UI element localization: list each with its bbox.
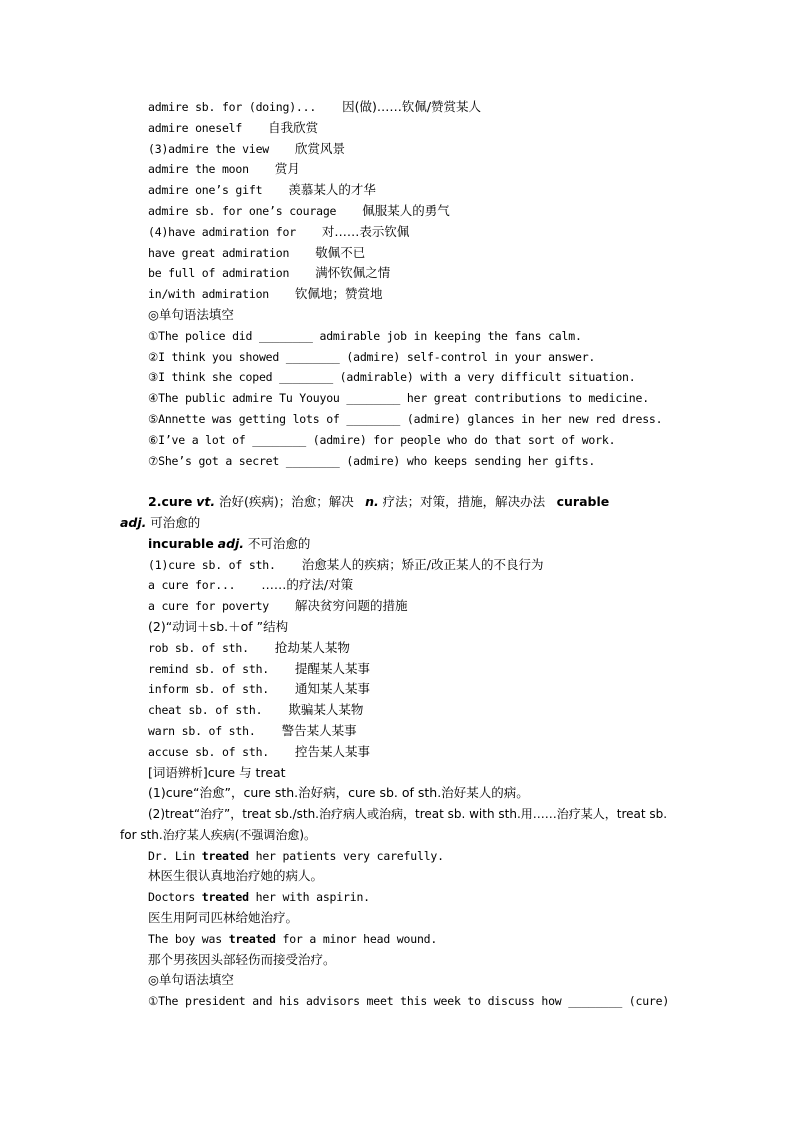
- entry-word: cure: [161, 494, 193, 510]
- spacer: [120, 471, 680, 492]
- phrase-zh: 自我欣赏: [268, 119, 319, 135]
- structure-title: (2)“动词＋sb.＋of ”结构: [148, 618, 289, 634]
- exercise-item: ④The public admire Tu Youyou ________ her great contributions to medicine.: [148, 391, 649, 406]
- phrase-en: cheat sb. of sth.: [148, 703, 263, 718]
- example-keyword: treated: [201, 890, 249, 905]
- phrase-row: [120, 284, 680, 305]
- phrase-row: [120, 243, 680, 264]
- entry-pos-vt: vt.: [196, 494, 216, 510]
- distinction-title: [词语辨析]cure 与 treat: [148, 764, 286, 780]
- phrase-zh: 通知某人某事: [295, 681, 371, 697]
- entry-meaning-n: 疗法；对策，措施，解决办法: [382, 494, 546, 510]
- entry-meaning-adj: 可治愈的: [150, 514, 201, 530]
- phrase-zh: 羡慕某人的才华: [288, 182, 376, 198]
- phrase-en: (4)have admiration for: [148, 224, 296, 239]
- phrase-en: in/with admiration: [148, 287, 270, 302]
- phrase-row: [120, 638, 680, 659]
- entry-related: curable: [556, 494, 610, 510]
- phrase-row: [120, 159, 680, 180]
- phrase-en: (1)cure sb. of sth.: [148, 557, 276, 572]
- phrase-en: rob sb. of sth.: [148, 640, 249, 655]
- entry-meaning-vt: 治好(疾病)；治愈；解决: [218, 494, 354, 510]
- phrase-zh: 对……表示钦佩: [321, 223, 410, 239]
- distinction-cure: (1)cure“治愈”，cure sth.治好病，cure sb. of sth.治好某人的病。: [148, 785, 529, 801]
- phrase-zh: 满怀钦佩之情: [315, 265, 391, 281]
- phrase-en: accuse sb. of sth.: [148, 744, 270, 759]
- phrase-row: [120, 201, 680, 222]
- phrase-row: [120, 700, 680, 721]
- phrase-en: have great admiration: [148, 245, 290, 260]
- phrase-row: [120, 575, 680, 596]
- example-text: Dr. Lin: [148, 848, 202, 863]
- neg-word: incurable: [148, 535, 214, 551]
- example-keyword: treated: [201, 848, 249, 863]
- example-text: her with aspirin.: [248, 890, 370, 905]
- phrase-row: [120, 118, 680, 139]
- phrase-row: [120, 139, 680, 160]
- phrase-row: [120, 97, 680, 118]
- section-title: ◎单句语法填空: [148, 972, 234, 988]
- phrase-zh: ……的疗法/对策: [261, 577, 354, 593]
- phrase-zh: 敬佩不已: [315, 244, 366, 260]
- phrase-en: admire sb. for one’s courage: [148, 203, 337, 218]
- phrase-row: [120, 555, 680, 576]
- phrase-zh: 抢劫某人某物: [274, 639, 350, 655]
- phrase-row: [120, 596, 680, 617]
- phrase-row: [120, 721, 680, 742]
- phrase-zh: 治愈某人的疾病；矫正/改正某人的不良行为: [301, 556, 544, 572]
- phrase-row: [120, 222, 680, 243]
- document-content: [120, 97, 680, 1012]
- phrase-en: a cure for...: [148, 578, 236, 593]
- phrase-en: be full of admiration: [148, 266, 290, 281]
- example-en: [120, 846, 680, 867]
- example-en: [120, 929, 680, 950]
- entry-header: [120, 492, 680, 513]
- phrase-zh: 欺骗某人某物: [288, 702, 364, 718]
- phrase-row: [120, 180, 680, 201]
- example-text: The boy was: [148, 931, 229, 946]
- phrase-zh: 佩服某人的勇气: [362, 202, 450, 218]
- example-zh: 林医生很认真地治疗她的病人。: [148, 868, 324, 884]
- exercise-item: ②I think you showed ________ (admire) self-control in your answer.: [148, 349, 596, 364]
- exercise-item: ⑦She’s got a secret ________ (admire) who keeps sending her gifts.: [148, 453, 596, 468]
- phrase-zh: 警告某人某事: [281, 722, 357, 738]
- phrase-en: (3)admire the view: [148, 141, 270, 156]
- phrase-en: admire the moon: [148, 162, 249, 177]
- entry-negative: [120, 534, 680, 555]
- exercise-item: ⑥I’ve a lot of ________ (admire) for people who do that sort of work.: [148, 432, 616, 447]
- phrase-zh: 提醒某人某事: [295, 660, 371, 676]
- section-title: ◎单句语法填空: [148, 306, 234, 322]
- example-text: Doctors: [148, 890, 202, 905]
- phrase-row: [120, 679, 680, 700]
- neg-pos: adj.: [217, 535, 245, 551]
- phrase-en: admire oneself: [148, 120, 243, 135]
- phrase-en: a cure for poverty: [148, 599, 270, 614]
- phrase-zh: 欣赏风景: [295, 140, 346, 156]
- entry-number: 2.: [148, 494, 162, 510]
- phrase-en: inform sb. of sth.: [148, 682, 270, 697]
- example-text: her patients very carefully.: [248, 848, 444, 863]
- entry-header-cont: [120, 513, 680, 534]
- entry-pos-n: n.: [365, 494, 379, 510]
- example-zh: 那个男孩因头部轻伤而接受治疗。: [148, 951, 336, 967]
- exercise-item: ①The president and his advisors meet this week to discuss how ________ (cure): [148, 994, 670, 1009]
- distinction-treat: (2)treat“治疗”，treat sb./sth.治疗病人或治病，treat sb. with sth.用……治疗某人，treat sb. for sth.治疗某人疾病(不强调治愈)。: [120, 807, 668, 842]
- example-en: [120, 887, 680, 908]
- example-text: for a minor head wound.: [275, 931, 438, 946]
- phrase-en: remind sb. of sth.: [148, 661, 270, 676]
- example-keyword: treated: [228, 931, 276, 946]
- exercise-item: ③I think she coped ________ (admirable) with a very difficult situation.: [148, 370, 636, 385]
- phrase-row: [120, 659, 680, 680]
- phrase-zh: 赏月: [274, 161, 300, 177]
- phrase-en: admire sb. for (doing)...: [148, 100, 317, 114]
- example-zh: 医生用阿司匹林给她治疗。: [148, 910, 299, 926]
- phrase-en: warn sb. of sth.: [148, 723, 256, 738]
- neg-meaning: 不可治愈的: [247, 535, 311, 551]
- phrase-row: [120, 742, 680, 763]
- phrase-zh: 解决贫穷问题的措施: [295, 598, 408, 614]
- phrase-en: admire one’s gift: [148, 183, 263, 198]
- exercise-item: ⑤Annette was getting lots of ________ (admire) glances in her new red dress.: [148, 411, 663, 426]
- exercise-item: ①The police did ________ admirable job in keeping the fans calm.: [148, 328, 582, 343]
- phrase-row: [120, 263, 680, 284]
- phrase-zh: 因(做)……钦佩/赞赏某人: [342, 99, 482, 114]
- phrase-zh: 控告某人某事: [295, 743, 371, 759]
- phrase-zh: 钦佩地；赞赏地: [295, 286, 383, 302]
- entry-pos-adj: adj.: [120, 514, 147, 530]
